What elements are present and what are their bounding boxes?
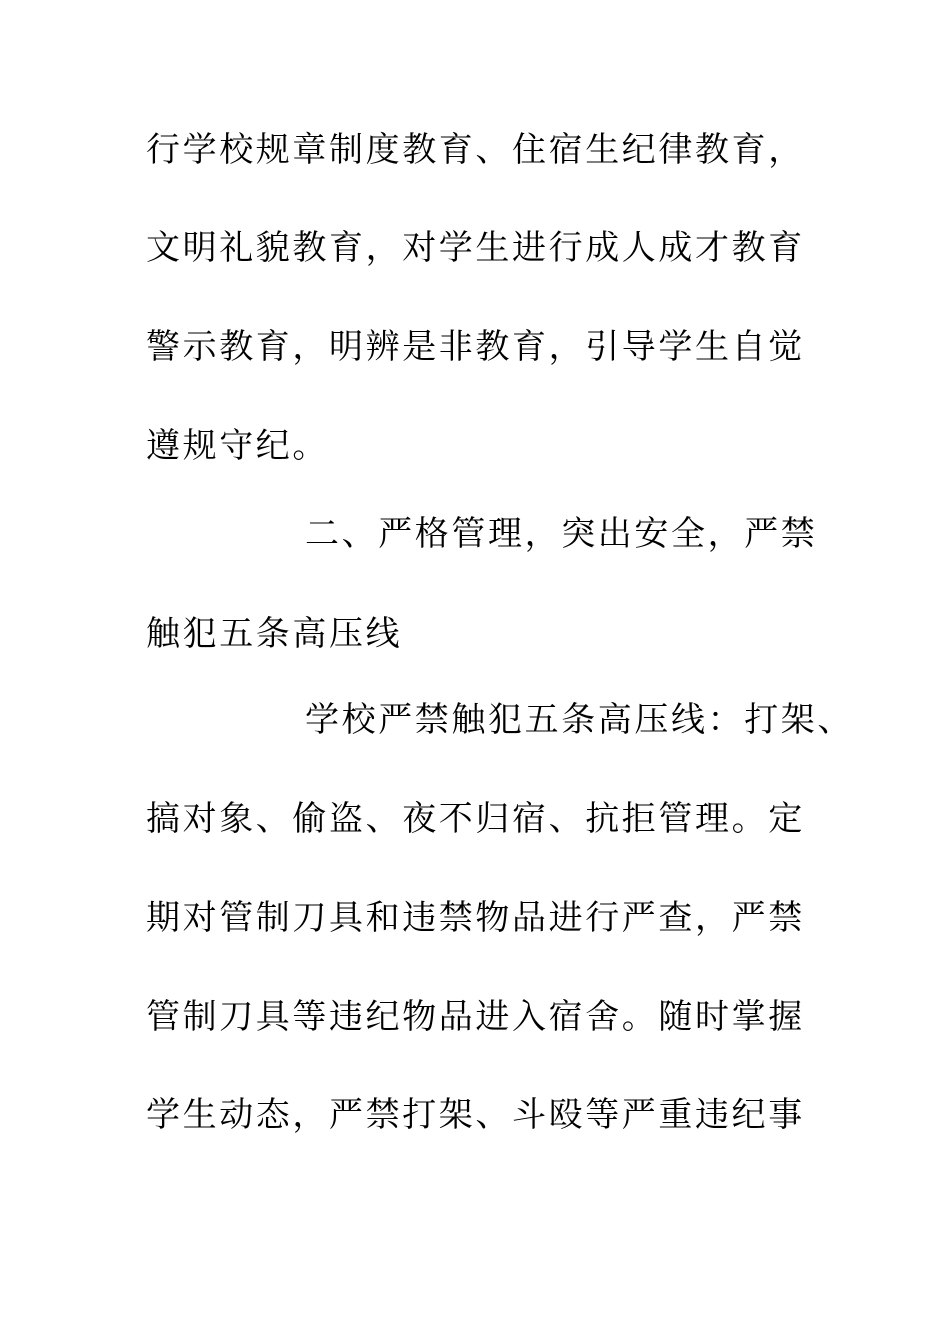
paragraph-line: 遵规守纪。: [146, 426, 329, 466]
paragraph-line: 警示教育，明辨是非教育，引导学生自觉: [146, 327, 805, 367]
paragraph-line: 期对管制刀具和违禁物品进行严查，严禁: [146, 898, 805, 938]
paragraph-line: 文明礼貌教育，对学生进行成人成才教育: [146, 228, 805, 268]
paragraph-line: 学生动态，严禁打架、斗殴等严重违纪事: [146, 1095, 805, 1135]
paragraph-line: 学校严禁触犯五条高压线：打架、: [305, 700, 854, 740]
paragraph-line: 行学校规章制度教育、住宿生纪律教育，: [146, 130, 805, 170]
paragraph-line: 搞对象、偷盗、夜不归宿、抗拒管理。定: [146, 799, 805, 839]
section-heading: 二、严格管理，突出安全，严禁: [305, 514, 818, 554]
paragraph-line: 管制刀具等违纪物品进入宿舍。随时掌握: [146, 997, 805, 1037]
section-heading-continuation: 触犯五条高压线: [146, 614, 403, 654]
